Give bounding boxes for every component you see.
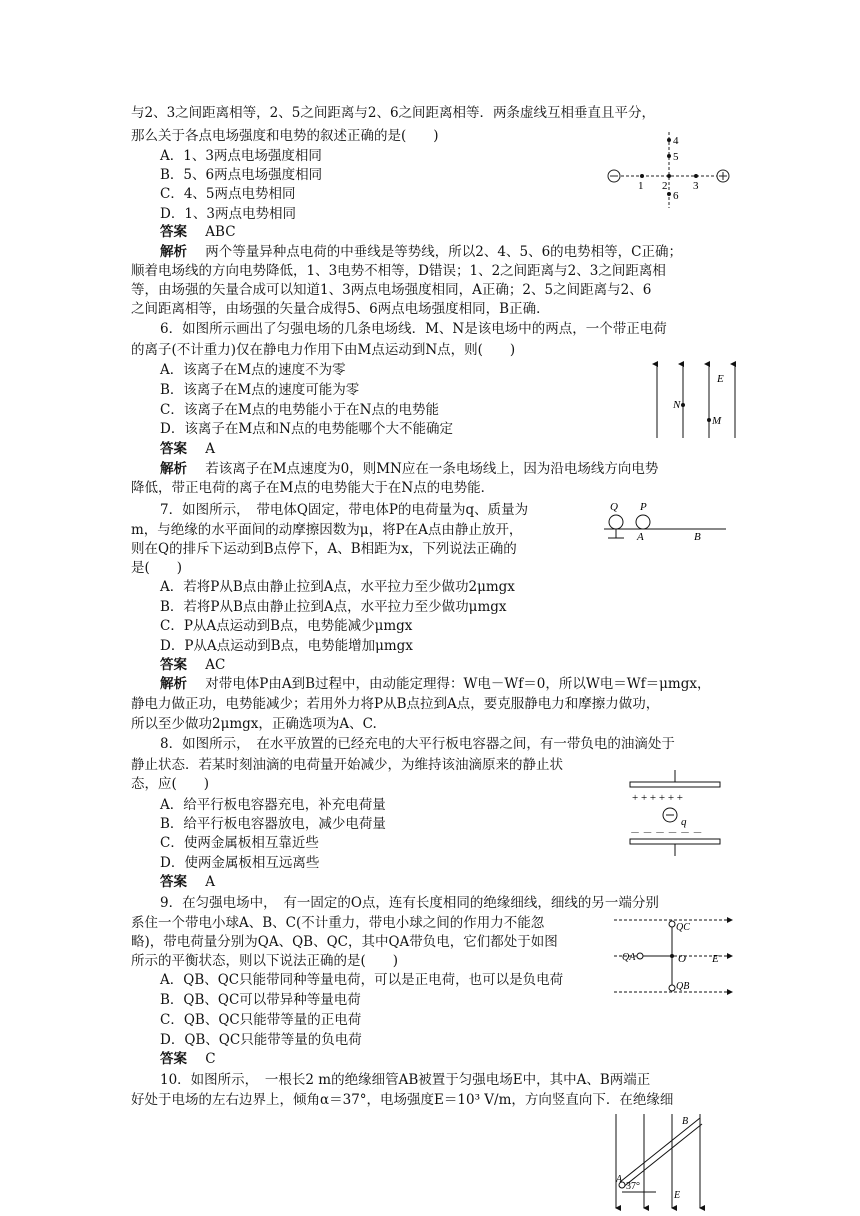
q5-option-b: B．5、6两点电场强度相同 — [160, 167, 323, 183]
q6-option-d: D．该离子在M点和N点的电势能哪个大不能确定 — [160, 421, 453, 437]
q5-option-a: A．1、3两点电场强度相同 — [160, 148, 322, 164]
q5-stem-line-1: 与2、3之间距离相等，2、5之间距离与2、6之间距离相等．两条虚线互相垂直且平分， — [131, 105, 656, 121]
q9-stem-line-2: 系住一个带电小球A、B、C(不计重力，带电小球之间的作用力不能忽 — [131, 915, 545, 931]
ball-qa-label: QA — [622, 952, 636, 963]
analysis-text: 对带电体P由A到B过程中，由动能定理得：W电－Wf＝0，所以W电＝Wf＝μmgx， — [205, 676, 711, 692]
answer-label: 答案 — [160, 224, 187, 240]
tube-end-b-label: B — [682, 1116, 689, 1127]
answer-label: 答案 — [160, 657, 187, 673]
answer-value: A — [205, 441, 216, 457]
negative-charges-label: － － － － － － — [630, 828, 703, 839]
ball-qc-label: QC — [676, 922, 690, 933]
q7-option-d: D．P从A点运动到B点，电势能增加μmgx — [160, 638, 413, 654]
q8-stem-line-2: 静止状态．若某时刻油滴的电荷量开始减少，为维持该油滴原来的静止状 — [131, 757, 563, 773]
point-6-label: 6 — [673, 190, 679, 202]
q8-option-b: B．给平行板电容器放电，减少电荷量 — [160, 816, 386, 832]
charges-on-surface-figure — [600, 498, 730, 543]
answer-label: 答案 — [160, 874, 187, 890]
q9-option-b: B．QB、QC可以带异种等量电荷 — [160, 992, 361, 1008]
q8-option-d: D．使两金属板相互远离些 — [160, 855, 320, 871]
oil-drop-q-label: q — [681, 816, 687, 828]
q5-option-d: D．1、3两点电势相同 — [160, 206, 297, 222]
point-m-label: M — [712, 415, 722, 427]
q8-option-a: A．给平行板电容器充电，补充电荷量 — [160, 797, 386, 813]
q6-stem-line-2: 的离子(不计重力)仅在静电力作用下由M点运动到N点，则( ) — [131, 342, 516, 358]
dipole-figure — [602, 130, 737, 210]
capacitor-figure — [620, 768, 730, 860]
q9-option-c: C．QB、QC只能带等量的正电荷 — [160, 1012, 362, 1028]
answer-value: A — [205, 874, 216, 890]
angle-label: 37° — [626, 1181, 640, 1192]
q6-analysis-line-2: 降低，带正电荷的离子在M点的电势能大于在N点的电势能． — [131, 480, 495, 496]
point-b-label: B — [694, 531, 701, 543]
analysis-label: 解析 — [160, 461, 187, 477]
q6-option-c: C．该离子在M点的电势能小于在N点的电势能 — [160, 402, 439, 418]
q7-analysis-line-2: 静电力做正功，电势能减少；若用外力将P从B点拉到A点，要克服静电力和摩擦力做功， — [131, 696, 660, 712]
q5-answer — [160, 223, 236, 241]
q6-stem-line-1: 6．如图所示画出了匀强电场的几条电场线．M、N是该电场中的两点，一个带正电荷 — [160, 321, 667, 337]
q7-answer — [160, 656, 225, 674]
q8-stem-line-1: 8．如图所示， 在水平放置的已经充电的大平行板电容器之间，有一带负电的油滴处于 — [160, 736, 675, 752]
q5-analysis-line-1 — [160, 243, 682, 261]
q6-option-b: B．该离子在M点的速度可能为零 — [160, 382, 360, 398]
analysis-label: 解析 — [160, 676, 187, 692]
q7-option-a: A．若将P从B点由静止拉到A点，水平拉力至少做功2μmgx — [160, 579, 515, 595]
q9-option-d: D．QB、QC只能带等量的负电荷 — [160, 1032, 362, 1048]
q5-stem-line-2: 那么关于各点电场强度和电势的叙述正确的是( ) — [131, 128, 439, 144]
ball-qb-label: QB — [676, 981, 690, 992]
field-lines-figure — [645, 360, 755, 440]
q7-stem-line-2: m，与绝缘的水平面间的动摩擦因数为μ，将P在A点由静止放开， — [131, 522, 523, 538]
analysis-text: 若该离子在M点速度为0，则MN应在一条电场线上，因为沿电场线方向电势 — [205, 461, 659, 477]
point-4-label: 4 — [673, 135, 679, 147]
q5-analysis-line-4: 之间距离相等，由场强的矢量合成得5、6两点电场强度相同，B正确． — [131, 301, 550, 317]
q8-answer — [160, 873, 215, 891]
q7-option-c: C．P从A点运动到B点，电势能减少μmgx — [160, 618, 413, 634]
q6-option-a: A．该离子在M点的速度不为零 — [160, 362, 346, 378]
q9-stem-line-4: 所示的平衡状态，则以下说法正确的是( ) — [131, 953, 399, 969]
inclined-tube-figure — [608, 1112, 720, 1212]
field-e-label: E — [712, 953, 719, 965]
q8-option-c: C．使两金属板相互靠近些 — [160, 835, 319, 851]
analysis-text: 两个等量异种点电荷的中垂线是等势线，所以2、4、5、6的电势相等，C正确； — [205, 244, 682, 260]
three-balls-figure — [612, 910, 742, 1000]
q9-answer — [160, 1050, 216, 1068]
field-e-label: E — [717, 373, 724, 385]
point-o-label: O — [678, 953, 686, 965]
tube-end-a-label: A — [616, 1174, 623, 1185]
q7-option-b: B．若将P从B点由静止拉到A点，水平拉力至少做功μmgx — [160, 599, 507, 615]
answer-value: AC — [205, 657, 226, 673]
analysis-label: 解析 — [160, 244, 187, 260]
point-a-label: A — [637, 531, 644, 543]
charge-q-label: Q — [610, 501, 618, 513]
point-3-label: 3 — [693, 180, 699, 192]
q7-analysis-line-3: 所以至少做功2μmgx，正确选项为A、C. — [131, 716, 377, 732]
q6-analysis-line-1 — [160, 460, 658, 478]
positive-charges-label: + + + + + + — [632, 792, 683, 804]
answer-value: ABC — [205, 224, 236, 240]
q5-option-c: C．4、5两点电势相同 — [160, 186, 296, 202]
answer-label: 答案 — [160, 441, 187, 457]
q6-answer — [160, 440, 215, 458]
q7-analysis-line-1 — [160, 675, 710, 693]
point-n-label: N — [673, 399, 681, 411]
q10-stem-line-2: 好处于电场的左右边界上，倾角α＝37°，电场强度E＝10³ V/m，方向竖直向下．在绝缘细 — [131, 1092, 674, 1108]
q10-stem-line-1: 10．如图所示， 一根长2 m的绝缘细管AB被置于匀强电场E中，其中A、B两端正 — [160, 1072, 651, 1088]
q5-analysis-line-2: 顺着电场线的方向电势降低，1、3电势不相等，D错误；1、2之间距离与2、3之间距离相 — [131, 263, 666, 279]
field-e-label: E — [674, 1190, 681, 1201]
charge-p-label: P — [640, 501, 647, 513]
q7-stem-line-1: 7．如图所示， 带电体Q固定，带电体P的电荷量为q、质量为 — [160, 502, 529, 518]
q9-stem-line-1: 9．在匀强电场中， 有一固定的O点，连有长度相同的绝缘细线，细线的另一端分别 — [160, 895, 659, 911]
answer-label: 答案 — [160, 1051, 187, 1067]
q9-option-a: A．QB、QC只能带同种等量电荷，可以是正电荷，也可以是负电荷 — [160, 972, 564, 988]
q5-analysis-line-3: 等，由场强的矢量合成可以知道1、3两点电场强度相同，A正确；2、5之间距离与2、6 — [131, 282, 652, 298]
q7-stem-line-3: 则在Q的排斥下运动到B点停下，A、B相距为x，下列说法正确的 — [131, 541, 517, 557]
answer-value: C — [205, 1051, 216, 1067]
point-1-label: 1 — [638, 180, 644, 192]
point-5-label: 5 — [673, 151, 679, 163]
q7-stem-line-4: 是( ) — [131, 560, 183, 576]
q8-stem-line-3: 态，应( ) — [131, 776, 210, 792]
point-2-label: 2 — [662, 180, 668, 192]
q9-stem-line-3: 略)，带电荷量分别为QA、QB、QC，其中QA带负电，它们都处于如图 — [131, 934, 558, 950]
